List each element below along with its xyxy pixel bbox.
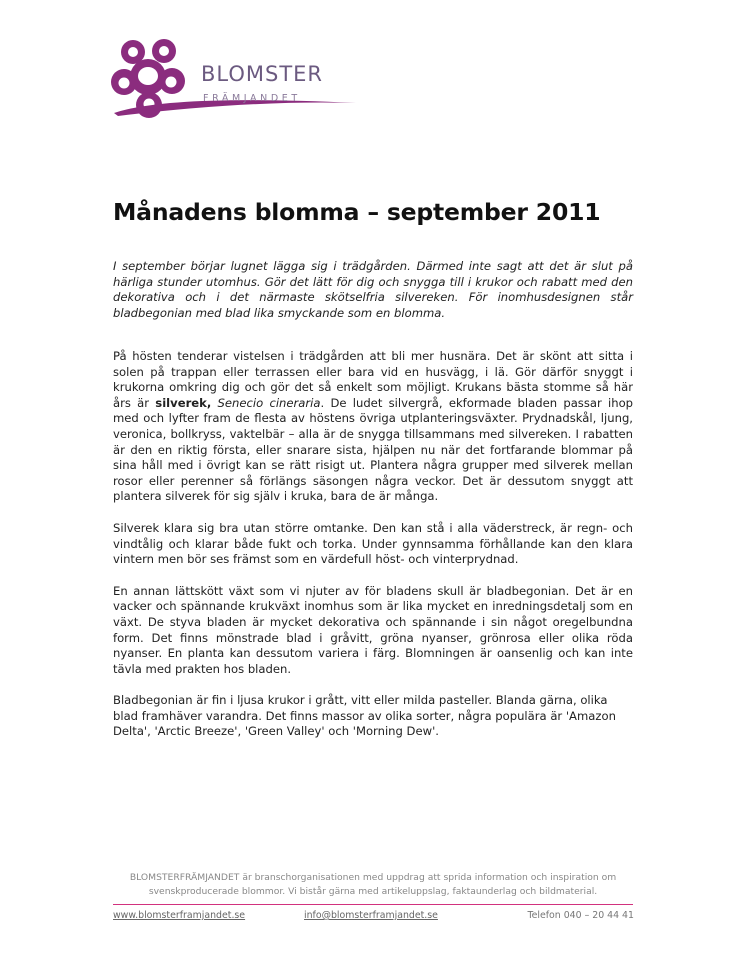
paragraph-care: Silverek klara sig bra utan större omtanke. Den kan stå i alla väderstreck, är regn- och vindtålig och klarar både fukt och torka. Under gynnsamma förhållande kan den klara vintern men bör ses främst som en värdefull höst- och vinterprydnad.: [113, 520, 633, 567]
website-link[interactable]: www.blomsterframjandet.se: [113, 910, 246, 921]
page-title: Månadens blomma – september 2011: [113, 198, 601, 226]
intro-paragraph: I september börjar lugnet lägga sig i trädgården. Därmed inte sagt att det är slut på härliga stunder utomhus. Gör det lätt för dig och snygga till i krukor och rabatt med den dekorativa och i det närmaste skötselfria silvereken. För inomhusdesignen står bladbegonian med blad lika smyckande som en blomma.: [113, 259, 633, 320]
paragraph-silverek: På hösten tenderar vistelsen i trädgården att bli mer husnära. Det är skönt att sitta i solen på trappan eller terrassen eller bara vid en husvägg, i lä. Gör därför snyggt i krukorna omkring dig och gör det så enkelt som möjligt. Krukans bästa stomme så här års är silverek, Senecio cineraria. De ludet silvergrå, ekformade bladen passar ihop med och lyfter fram de flesta av höstens övriga utplanteringsväxter. Prydnadskål, ljung, veronica, bollkryss, vaktelbär – alla är de snygga tillsammans med silvereken. I rabatten är den en riktig första, eller snarare sista, hjälpen nu när det fortfarande blommar på sina håll med i övrigt kan se rätt risigt ut. Plantera några grupper med silverek mellan rosor eller perenner så förlängs säsongen några veckor. Det är dessutom snyggt att plantera silverek för sig själv i kruka, bara de är många.: [113, 349, 634, 504]
logo: [110, 38, 360, 123]
logo-name: BLOMSTER: [201, 62, 324, 86]
logo-subtitle: FRÄMJANDET: [203, 93, 301, 104]
latin-name: Senecio cineraria: [217, 395, 321, 410]
bold-term: silverek,: [155, 395, 212, 410]
paragraph-varieties: Bladbegonian är fin i ljusa krukor i grått, vitt eller milda pasteller. Blanda gärna, olika blad framhäver varandra. Det finns massor av olika sorter, några populära är 'Amazon Delta', 'Arctic Breeze', 'Green Valley' och 'Morning Dew'.: [113, 693, 616, 739]
footer-divider: [113, 904, 633, 905]
footer-description: BLOMSTERFRÄMJANDET är branschorganisationen med uppdrag att sprida information och inspiration om svenskproducerade blommor. Vi bistår gärna med artikeluppslag, faktaunderlag och bildmaterial.: [129, 872, 617, 897]
email-link[interactable]: info@blomsterframjandet.se: [304, 910, 438, 921]
article-body: [113, 349, 633, 756]
paragraph-begonia: En annan lättskött växt som vi njuter av för bladens skull är bladbegonian. Det är en vacker och spännande krukväxt inomhus som är lika mycket en inredningsdetalj som en växt. De styva bladen är mycket dekorativa och spännande i sin något oregelbundna form. Det finns mönstrade blad i gråvitt, gröna nyanser, grönrosa eller olika röda nyanser. En planta kan dessutom variera i färg. Blomningen är oansenlig och kan inte tävla med prakten hos bladen.: [113, 583, 633, 676]
phone-number: Telefon 040 – 20 44 41: [527, 910, 634, 921]
